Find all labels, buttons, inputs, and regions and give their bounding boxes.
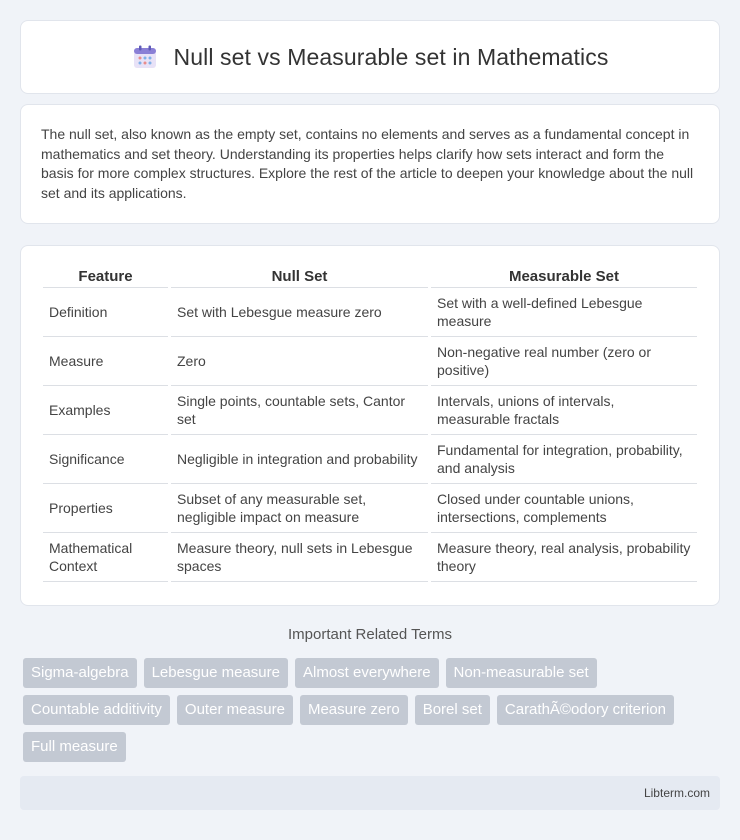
intro-text: The null set, also known as the empty set, contains no elements and serves as a fundamental concept in mathematics and set theory. Understanding its properties helps clarify how sets interact and form the basis for more complex structures. Explore the rest of the article to deepen your knowledge about the null set and its applications. xyxy=(41,126,694,201)
footer-site-link[interactable]: Libterm.com xyxy=(643,786,710,800)
tag-borel-set[interactable]: Borel set xyxy=(415,695,490,725)
row-feature: Mathematical Context xyxy=(43,533,168,582)
row-null-set: Single points, countable sets, Cantor set xyxy=(171,386,428,435)
comparison-table xyxy=(40,264,700,582)
header-null-set: Null Set xyxy=(171,264,428,288)
tag-lebesgue-measure[interactable]: Lebesgue measure xyxy=(144,658,288,688)
table-row xyxy=(43,337,697,386)
tag-almost-everywhere[interactable]: Almost everywhere xyxy=(295,658,439,688)
related-terms-title: Important Related Terms xyxy=(288,626,452,643)
row-feature: Measure xyxy=(43,337,168,386)
intro-card xyxy=(20,104,720,224)
tag-non-measurable-set[interactable]: Non-measurable set xyxy=(446,658,597,688)
row-measurable-set: Fundamental for integration, probability, and analysis xyxy=(431,435,697,484)
row-measurable-set: Non-negative real number (zero or positive) xyxy=(431,337,697,386)
row-null-set: Set with Lebesgue measure zero xyxy=(171,288,428,337)
row-feature: Properties xyxy=(43,484,168,533)
footer xyxy=(20,776,720,810)
tag-full-measure[interactable]: Full measure xyxy=(23,732,126,762)
header-feature: Feature xyxy=(43,264,168,288)
page-title: Null set vs Measurable set in Mathematics xyxy=(173,43,609,70)
tag-caratheodory-criterion[interactable]: CarathÃ©odory criterion xyxy=(497,695,674,725)
row-feature: Significance xyxy=(43,435,168,484)
calendar-grid-icon xyxy=(132,44,158,70)
row-measurable-set: Closed under countable unions, intersections, complements xyxy=(431,484,697,533)
row-measurable-set: Set with a well-defined Lebesgue measure xyxy=(431,288,697,337)
tag-countable-additivity[interactable]: Countable additivity xyxy=(23,695,170,725)
table-row xyxy=(43,386,697,435)
row-measurable-set: Intervals, unions of intervals, measurable fractals xyxy=(431,386,697,435)
comparison-table-card xyxy=(20,245,720,606)
row-feature: Examples xyxy=(43,386,168,435)
table-row xyxy=(43,533,697,582)
tag-sigma-algebra[interactable]: Sigma-algebra xyxy=(23,658,137,688)
title-card xyxy=(20,20,720,94)
header-measurable-set: Measurable Set xyxy=(431,264,697,288)
table-row xyxy=(43,484,697,533)
tag-outer-measure[interactable]: Outer measure xyxy=(177,695,293,725)
table-row xyxy=(43,435,697,484)
tag-measure-zero[interactable]: Measure zero xyxy=(300,695,408,725)
row-measurable-set: Measure theory, real analysis, probability theory xyxy=(431,533,697,582)
related-terms-tags xyxy=(23,658,723,762)
table-row xyxy=(43,288,697,337)
row-null-set: Negligible in integration and probability xyxy=(171,435,428,484)
row-null-set: Measure theory, null sets in Lebesgue spaces xyxy=(171,533,428,582)
row-null-set: Subset of any measurable set, negligible impact on measure xyxy=(171,484,428,533)
table-header-row xyxy=(43,264,697,288)
row-feature: Definition xyxy=(43,288,168,337)
row-null-set: Zero xyxy=(171,337,428,386)
